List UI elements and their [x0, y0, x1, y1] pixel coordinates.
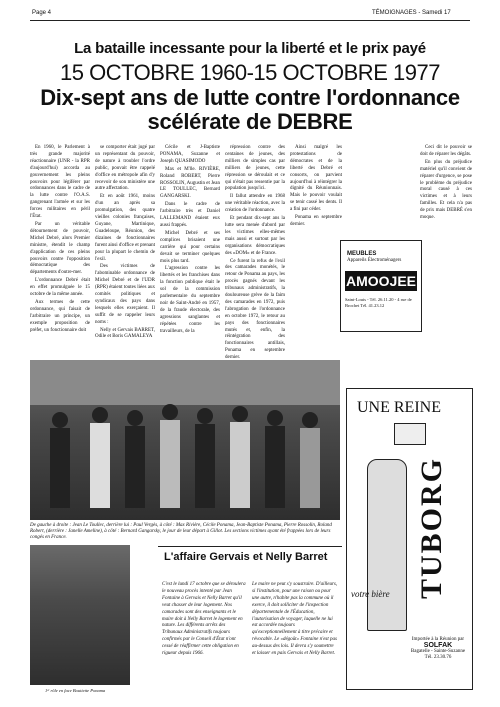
paragraph: Des victimes de l'abominable ordonnance de Michel Debré et de l'UDR (RPR) étaient toutes liées aux comités politiques et syndicaux des pays dans lesquels elles exerçaient. Il suffit de se rappeler leurs noms : — [95, 264, 155, 325]
paragraph: Aux termes de cette ordonnance, qui faisait de l'arbitraire un principe, un exemple proposition de préfet, un fonctionnaire doit — [30, 299, 90, 333]
paragraph: répression contre des centaines de jeunes, des milliers de simples cas par milliers de jeunes, cette répression se déroulait et ce qui n'était pas ressentie par la population jusqu'ici. — [225, 145, 285, 192]
paragraph: Michel Debré et ses complices brisaient une carrière qui pour certains devait se terminer quelques mois plus tard. — [160, 230, 220, 264]
paragraph: se comporter était jugé par un représentant du pouvoir, de nature à troubler l'ordre public, pouvait être rappelé d'office en métropole afin d'y recevoir de son ministère une autre affectation. — [95, 145, 155, 192]
paragraph: Max et M'lle. RIVIÈRE, Roland ROBERT, Pierre ROSSOLIN, Augustin et Jean LE TOULLEC, Bernard GANGARSKI. — [160, 166, 220, 200]
page-number: Page 4 — [32, 10, 52, 16]
article-column-3 — [160, 145, 220, 357]
headline-dates: 15 OCTOBRE 1960-15 OCTOBRE 1977 — [60, 60, 440, 85]
ad-tuborg-addr: Bagatelle - Sainte-Suzanne — [410, 649, 466, 654]
paragraph: Ponama en septembre dernier. — [290, 215, 342, 227]
crown-icon — [394, 423, 426, 445]
affaire-column-1: C'est le lundi 17 octobre que se déroulera le nouveau procès intenté par Jean Fontaine à Gervais et Nelly Barret qu'il veut chasser de leur logement. Nos camarades sont des enseignants et le maire doit à Nelly Barret le logement en nature. Les différents arrêts des Tribunaux Administratifs toujours confirmés par le Conseil d'État n'ont cessé de réaffirmer cette obligation en rigueur depuis 1966. — [162, 582, 246, 657]
paragraph: Dans le cadre de l'arbitraire très et Daniel LALLEMAND étaient eux aussi frappés. — [160, 202, 220, 228]
article-column-6 — [420, 145, 472, 221]
ad-meubles-address: Saint-Louis - Tél. 26.11.20 - 4 rue de Brochet Tél. 41.23.12 — [345, 297, 412, 308]
paragraph: Il fallut attendre en 1968 une véritable réaction, avec la création de l'ordonnance. — [225, 194, 285, 214]
newspaper-header: TÉMOIGNAGES - Samedi 17 — [372, 10, 451, 16]
ad-meubles-top: MEUBLES — [347, 251, 377, 257]
headline-kicker: La bataille incessante pour la liberté et le prix payé — [74, 40, 426, 57]
article-column-2 — [95, 145, 155, 357]
paragraph: Ainsi malgré les protestations de démocrates et de la liberté des Debré et consorts, on parvient aujourd'hui à réintégrer la dignité du Réunionnais. Mais le pouvoir voulait se tenir cassé les dents. Il a fini par céder. — [290, 145, 342, 213]
paragraph: Nelly et Gervais BARRET, Odile et Boris GAMALEYA — [95, 327, 155, 340]
headline-title: Dix-sept ans de lutte contre l'ordonnance scélérate de DEBRE — [40, 85, 460, 134]
group-photo-illustration — [30, 360, 340, 520]
ad-tuborg-import: Importée à la Réunion par — [411, 637, 465, 642]
ad-tuborg-reine: UNE REINE — [357, 399, 441, 416]
paragraph: Ce furent la refus de l'exil des camarades monétés, le retour de Ponama au pays, les procès gagnés devant les tribunaux administratifs, la douloureuse grève de la faim des camarades en 1972, puis l'abrogation de l'ordonnance en octobre 1972, le retour au pays des fonctionnaires mutés et, enfin, la réintégration des fonctionnaires antillais, Ponama en septembre dernier. — [225, 258, 285, 361]
paragraph: En 1960, le Parlement à très grande majorité réactionnaire (UNR - la RPR d'aujourd'hui) accorda au gouvernement les pleins pouvoirs pour légiférer par ordonnances dans le cadre de la lutte contre l'O.A.S. gangrenant l'armée et sur les forces militaires en péril l'État. — [30, 145, 90, 220]
article-column-1 — [30, 145, 90, 357]
ad-meubles-sub: Appareils Électroménagers — [347, 258, 402, 263]
ad-tuborg — [346, 388, 473, 690]
ad-tuborg-side: votre bière — [351, 589, 390, 599]
affaire-title: L'affaire Gervais et Nelly Barret — [164, 551, 328, 563]
header-rule — [30, 20, 470, 21]
paragraph: L'ordonnance Debré était en effet promulguée le 15 octobre de la même année. — [30, 278, 90, 298]
photo-caption: De gauche à droite : Jean Le Toullec, derrière lui : Paul Vergès, à côté : Max Rivière, Cécile Ponama, Jean-Baptiste Ponama, Pierre Rossolin, Roland Robert, (derrière : Janelle Ameline), à côté : Bernard Gangarsky, le jour de leur départ à Gillot. Les sections victimes ayant été frappées lors de leurs congés en France. — [30, 523, 332, 540]
paragraph: Et pendant dix-sept ans la lutte sera menée d'abord par les victimes elles-mêmes mais aussi et surtout par les organisations démocratiques des «DOM» et de France. — [225, 216, 285, 256]
bottle-icon — [367, 459, 407, 631]
small-photo-caption: 1ᵉʳ rôle en face Boutiette Ponama — [45, 688, 106, 693]
ad-tuborg-brand: TUBORG — [415, 456, 448, 599]
paragraph: Cécile et J-Baptiste PONAMA, Suzanne et Joseph QUASIMODO — [160, 145, 220, 164]
paragraph: L'agression contre les libertés et les franchises dans la fonction publique était le sol de la commission parlementaire du septembre noir de Saint-André en 1957, de la fraude électorale, des agressions sanglantes et répétées contre les travailleurs, de la — [160, 266, 220, 334]
ad-meubles-brand: AMOOJEE — [345, 273, 416, 289]
article-column-5 — [290, 145, 342, 237]
paragraph: En plus du préjudice matériel qu'il convient de réparer d'urgence, se pose le problème du préjudice moral causé à ces victimes et à leurs familles. Et cela n'a pas de prix mais DEBRÉ s'en moque. — [420, 159, 472, 221]
paragraph: Par un véritable détournement de pouvoir, Michel Debré, alors Premier ministre, étendit le champ d'application de ces pleins pouvoirs contre l'opposition démocratique des départements d'outre-mer. — [30, 221, 90, 276]
paragraph: Ceci dit le pouvoir se doit de réparer les dégâts. — [420, 145, 472, 157]
ad-tuborg-tel: Tél. 23.30.76 — [424, 655, 452, 660]
group-photo — [30, 360, 340, 520]
paragraph: Et en août 1961, moins d'un an après sa promulgation, des quatre vieilles colonies françaises, Guyane, Martinique, Guadeloupe, Réunion, des dizaines de fonctionnaires furent ainsi d'office et prenant pour la plupart le chemin de l'exil. — [95, 194, 155, 262]
ad-tuborg-company: SOLFAK — [423, 642, 453, 649]
affaire-column-2: Le maire ne peut s'y soustraire. D'ailleurs, si l'institution, pour une raison ou pour une autre, n'habite pas la commune où il exerce, il doit solliciter de l'inspection départementale de l'Éducation, l'autorisation de voyager, laquelle ne lui est accordée toujours qu'exceptionnellement à titre précaire et révocable. Le «dégoût» Fontaine n'est pas au-dessus des lois. Il devra s'y soumettre et laisser en paix Gervais et Nelly Barret. — [252, 582, 338, 657]
affaire-box — [158, 546, 342, 564]
article-column-4 — [225, 145, 285, 361]
ad-tuborg-brand-box — [409, 456, 469, 599]
small-photo — [30, 545, 130, 685]
ad-meubles — [340, 240, 422, 332]
